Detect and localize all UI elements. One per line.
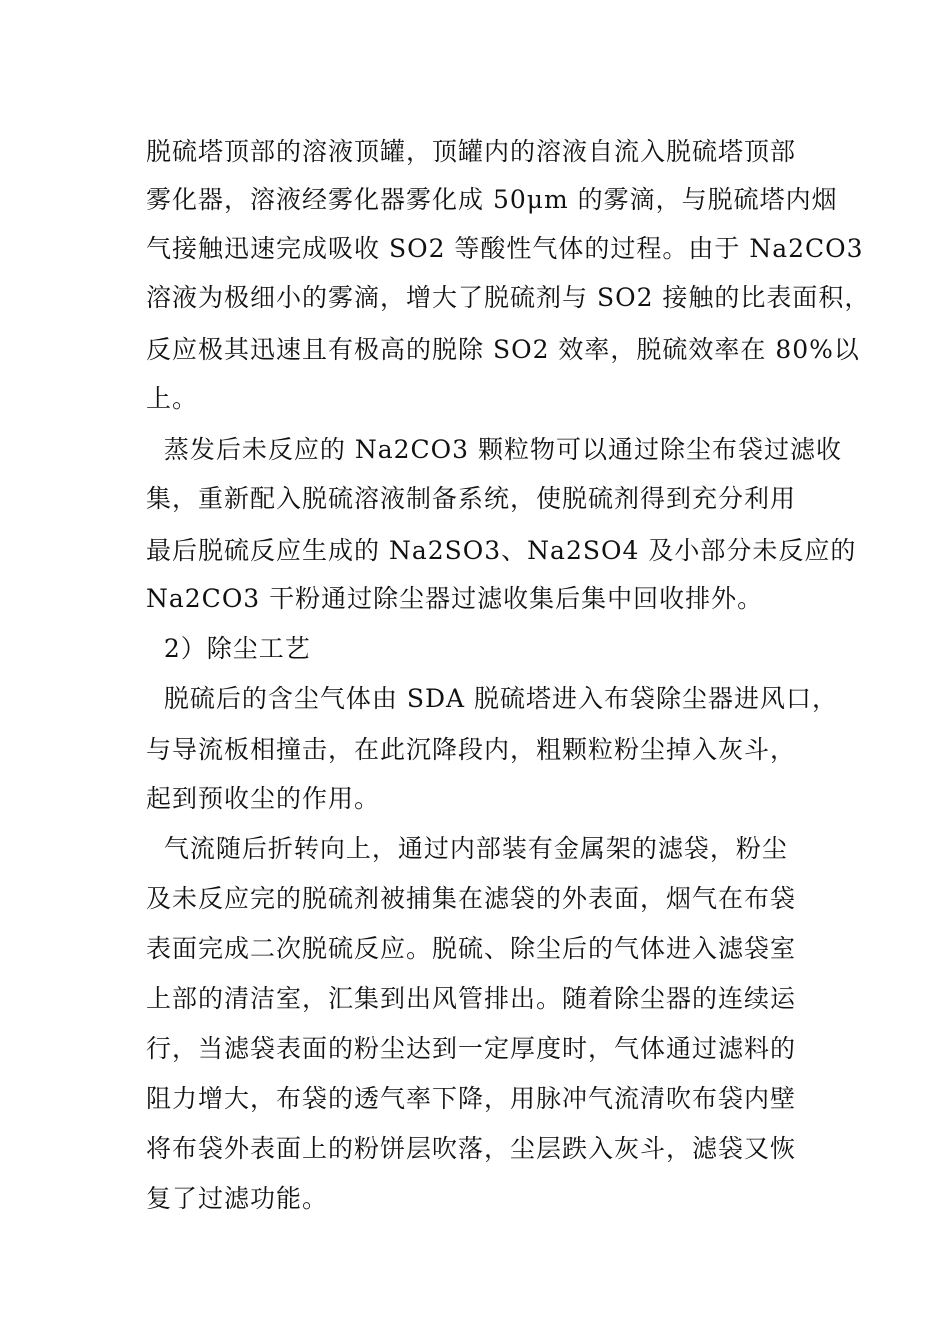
text-line: 气接触迅速完成吸收 SO2 等酸性气体的过程。由于 Na2CO3 [146, 234, 864, 263]
text-line: 阻力增大，布袋的透气率下降，用脉冲气流清吹布袋内壁 [146, 1084, 797, 1113]
text-line: 气流随后折转向上，通过内部装有金属架的滤袋，粉尘 [146, 834, 788, 863]
text-line: 上部的清洁室，汇集到出风管排出。随着除尘器的连续运 [146, 984, 797, 1013]
text-line: 脱硫塔顶部的溶液顶罐，顶罐内的溶液自流入脱硫塔顶部 [146, 137, 797, 166]
text-line: 反应极其迅速且有极高的脱除 SO2 效率，脱硫效率在 80%以 [146, 335, 860, 364]
text-line: 溶液为极细小的雾滴，增大了脱硫剂与 SO2 接触的比表面积， [146, 283, 871, 312]
text-line: 与导流板相撞击，在此沉降段内，粗颗粒粉尘掉入灰斗， [146, 735, 797, 764]
text-line: 表面完成二次脱硫反应。脱硫、除尘后的气体进入滤袋室 [146, 934, 797, 963]
text-line: 将布袋外表面上的粉饼层吹落，尘层跌入灰斗，滤袋又恢 [146, 1134, 797, 1163]
text-line: 上。 [146, 384, 199, 413]
text-line: 脱硫后的含尘气体由 SDA 脱硫塔进入布袋除尘器进风口， [146, 684, 839, 713]
text-line: 行，当滤袋表面的粉尘达到一定厚度时，气体通过滤料的 [146, 1034, 797, 1063]
text-line: 蒸发后未反应的 Na2CO3 颗粒物可以通过除尘布袋过滤收 [146, 435, 843, 464]
section-heading: 2）除尘工艺 [146, 634, 311, 663]
text-line: Na2CO3 干粉通过除尘器过滤收集后集中回收排外。 [146, 584, 764, 613]
text-line: 最后脱硫反应生成的 Na2SO3、Na2SO4 及小部分未反应的 [146, 536, 857, 565]
text-line: 集，重新配入脱硫溶液制备系统，使脱硫剂得到充分利用 [146, 484, 797, 513]
text-line: 复了过滤功能。 [146, 1184, 329, 1213]
text-line: 雾化器，溶液经雾化器雾化成 50μm 的雾滴，与脱硫塔内烟 [146, 185, 838, 214]
text-line: 起到预收尘的作用。 [146, 784, 381, 813]
text-line: 及未反应完的脱硫剂被捕集在滤袋的外表面，烟气在布袋 [146, 884, 797, 913]
